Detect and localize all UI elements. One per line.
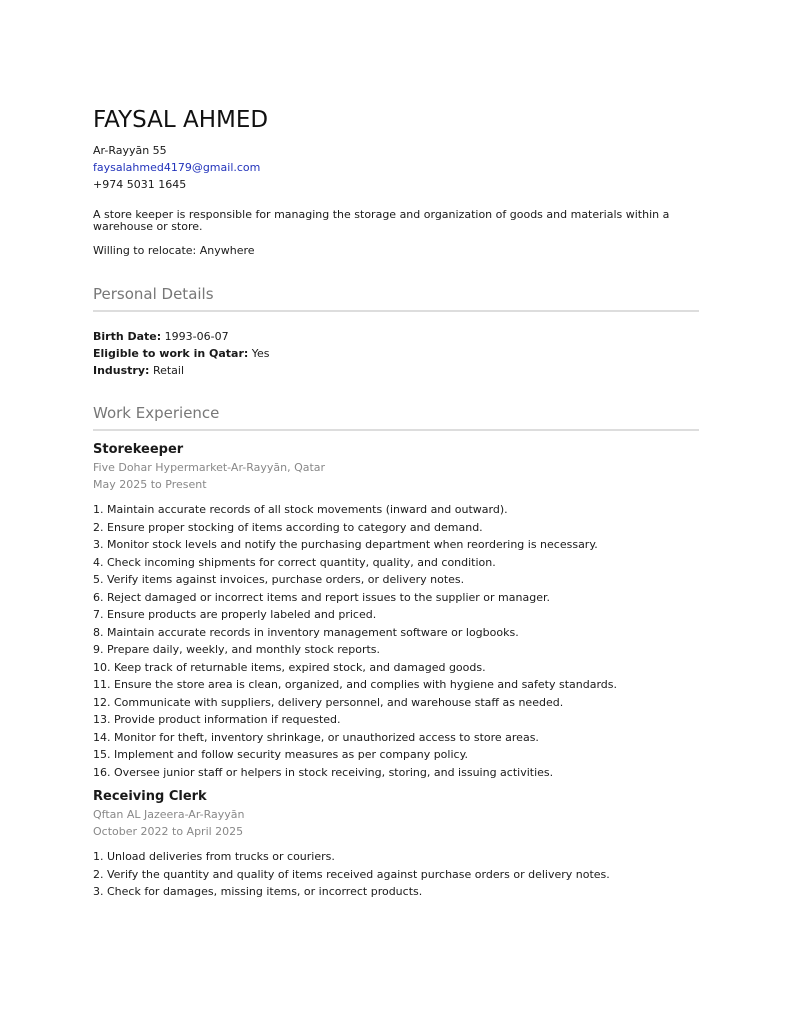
- personal-details-section: [93, 284, 699, 379]
- job-company: Qftan AL Jazeera-Ar-Rayyān: [93, 808, 245, 821]
- detail-value: Retail: [152, 364, 185, 377]
- job-dates: October 2022 to April 2025: [93, 825, 244, 838]
- duty-item: 3. Check for damages, missing items, or incorrect products.: [93, 885, 423, 898]
- relocate-label: Willing to relocate:: [93, 244, 197, 257]
- candidate-name: FAYSAL AHMED: [93, 107, 269, 133]
- duty-item: 9. Prepare daily, weekly, and monthly stock reports.: [93, 643, 381, 656]
- job-entry: [93, 441, 699, 781]
- relocate-value: Anywhere: [199, 244, 255, 257]
- job-title: Storekeeper: [93, 442, 184, 457]
- duty-item: 8. Maintain accurate records in inventory management software or logbooks.: [93, 625, 519, 639]
- job-duties: [93, 848, 699, 901]
- job-duties: [93, 501, 699, 781]
- duty-item: 1. Maintain accurate records of all stock movements (inward and outward).: [93, 503, 508, 516]
- duty-item: 3. Monitor stock levels and notify the purchasing department when reordering is necessary.: [93, 538, 598, 551]
- section-divider: [93, 310, 699, 312]
- job-entry: [93, 788, 699, 901]
- job-company: Five Dohar Hypermarket-Ar-Rayyān, Qatar: [93, 461, 326, 474]
- resume-page: [93, 106, 699, 901]
- duty-item: 4. Check incoming shipments for correct quantity, quality, and condition.: [93, 555, 496, 569]
- section-divider: [93, 429, 699, 431]
- phone: +974 5031 1645: [93, 178, 187, 191]
- duty-item: 2. Verify the quantity and quality of items received against purchase orders or delivery notes.: [93, 867, 610, 881]
- relocate: [93, 244, 699, 258]
- duty-item: 5. Verify items against invoices, purchase orders, or delivery notes.: [93, 573, 465, 586]
- duty-item: 11. Ensure the store area is clean, organized, and complies with hygiene and safety standards.: [93, 678, 618, 691]
- detail-birth-date: [93, 328, 699, 345]
- detail-value: 1993-06-07: [164, 330, 229, 343]
- duty-item: 13. Provide product information if requested.: [93, 713, 341, 726]
- duty-item: 12. Communicate with suppliers, delivery personnel, and warehouse staff as needed.: [93, 695, 564, 709]
- job-title: Receiving Clerk: [93, 789, 207, 804]
- duty-item: 1. Unload deliveries from trucks or couriers.: [93, 850, 335, 863]
- summary: A store keeper is responsible for managing the storage and organization of goods and materials within a warehouse or store.: [93, 208, 670, 233]
- detail-value: Yes: [251, 347, 270, 360]
- work-experience-title: Work Experience: [93, 404, 220, 422]
- duty-item: 7. Ensure products are properly labeled and priced.: [93, 608, 377, 621]
- contact-block: [93, 142, 699, 193]
- email-link[interactable]: faysalahmed4179@gmail.com: [93, 161, 261, 174]
- location: Ar-Rayyān 55: [93, 144, 167, 157]
- personal-details-title: Personal Details: [93, 285, 214, 303]
- duty-item: 10. Keep track of returnable items, expired stock, and damaged goods.: [93, 660, 486, 674]
- detail-label: Industry:: [93, 364, 150, 377]
- duty-item: 14. Monitor for theft, inventory shrinkage, or unauthorized access to store areas.: [93, 730, 539, 744]
- work-experience-section: [93, 403, 699, 901]
- duty-item: 16. Oversee junior staff or helpers in stock receiving, storing, and issuing activities.: [93, 765, 554, 779]
- detail-label: Eligible to work in Qatar:: [93, 347, 249, 360]
- duty-item: 6. Reject damaged or incorrect items and report issues to the supplier or manager.: [93, 590, 550, 604]
- job-dates: May 2025 to Present: [93, 478, 207, 491]
- detail-eligible: [93, 345, 699, 362]
- personal-details-list: [93, 328, 699, 379]
- duty-item: 2. Ensure proper stocking of items according to category and demand.: [93, 520, 483, 534]
- detail-industry: [93, 362, 699, 379]
- duty-item: 15. Implement and follow security measures as per company policy.: [93, 748, 469, 761]
- detail-label: Birth Date:: [93, 330, 162, 343]
